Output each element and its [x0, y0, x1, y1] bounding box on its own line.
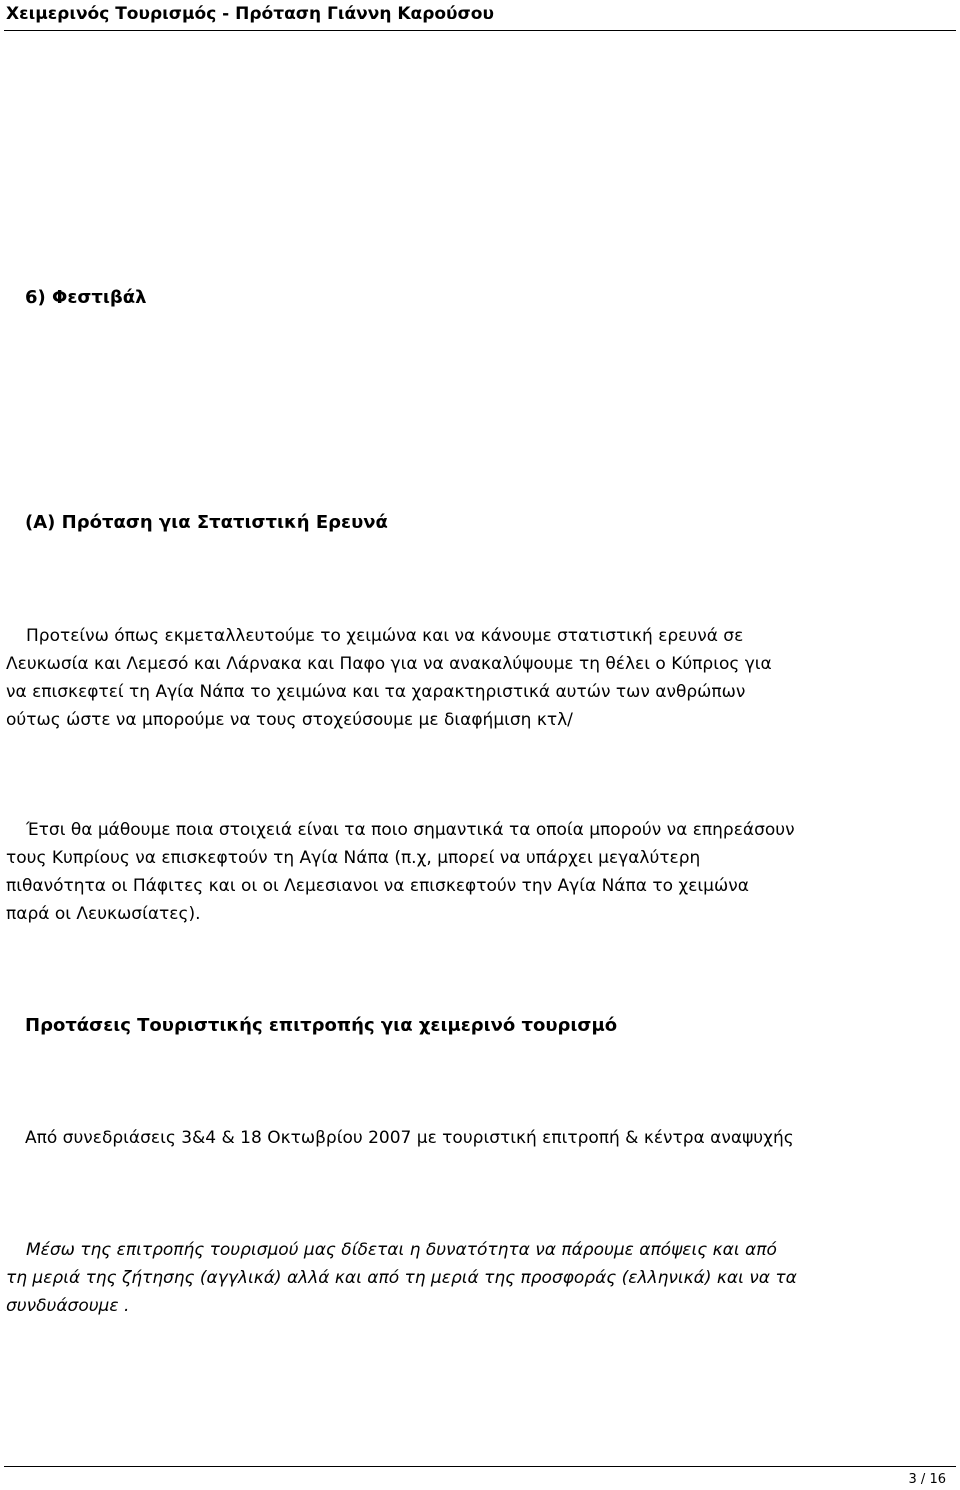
- section-heading-festivals: 6) Φεστιβάλ: [25, 287, 147, 308]
- paragraph-committee-note: [6, 1236, 797, 1320]
- paragraph-statistics-intro: [6, 622, 772, 734]
- paragraph-line: Προτείνω όπως εκμεταλλευτούμε το χειμώνα και να κάνουμε στατιστική ερευνά σε: [26, 626, 744, 646]
- page-number: 3 / 16: [908, 1472, 946, 1487]
- paragraph-line: ούτως ώστε να μπορούμε να τους στοχεύσουμε με διαφήμιση κτλ/: [6, 710, 573, 730]
- header-divider: [4, 30, 956, 31]
- paragraph-line: Έτσι θα μάθουμε ποια στοιχειά είναι τα ποιο σημαντικά τα οποία μπορούν να επηρεάσουν: [26, 820, 795, 840]
- paragraph-line: τους Κυπρίους να επισκεφτούν τη Αγία Νάπα (π.χ, μπορεί να υπάρχει μεγαλύτερη: [6, 848, 701, 868]
- paragraph-line: Μέσω της επιτροπής τουρισμού μας δίδεται η δυνατότητα να πάρουμε απόψεις και από: [26, 1240, 777, 1260]
- section-heading-statistics-proposal: (Α) Πρόταση για Στατιστική Ερευνά: [25, 512, 388, 533]
- paragraph-line: συνδυάσουμε .: [6, 1296, 130, 1316]
- paragraph-line: Από συνεδριάσεις 3&4 & 18 Οκτωβρίου 2007 με τουριστική επιτροπή & κέντρα αναψυχής: [25, 1128, 794, 1148]
- paragraph-statistics-details: [6, 816, 795, 928]
- paragraph-line: Λευκωσία και Λεμεσό και Λάρνακα και Παφο για να ανακαλύψουμε τη θέλει ο Κύπριος για: [6, 654, 772, 674]
- paragraph-line: να επισκεφτεί τη Αγία Νάπα το χειμώνα και τα χαρακτηριστικά αυτών των ανθρώπων: [6, 682, 746, 702]
- paragraph-meetings: [25, 1124, 794, 1152]
- paragraph-line: τη μεριά της ζήτησης (αγγλικά) αλλά και από τη μεριά της προσφοράς (ελληνικά) και να τα: [6, 1268, 797, 1288]
- section-heading-committee-proposals: Προτάσεις Τουριστικής επιτροπής για χειμερινό τουρισμό: [25, 1015, 618, 1036]
- paragraph-line: πιθανότητα οι Πάφιτες και οι οι Λεμεσιανοι να επισκεφτούν την Αγία Νάπα το χειμώνα: [6, 876, 749, 896]
- document-title: Χειμερινός Τουρισμός - Πρόταση Γιάννη Καρούσου: [6, 4, 494, 24]
- footer-divider: [4, 1466, 956, 1467]
- paragraph-line: παρά οι Λευκωσίατες).: [6, 904, 201, 924]
